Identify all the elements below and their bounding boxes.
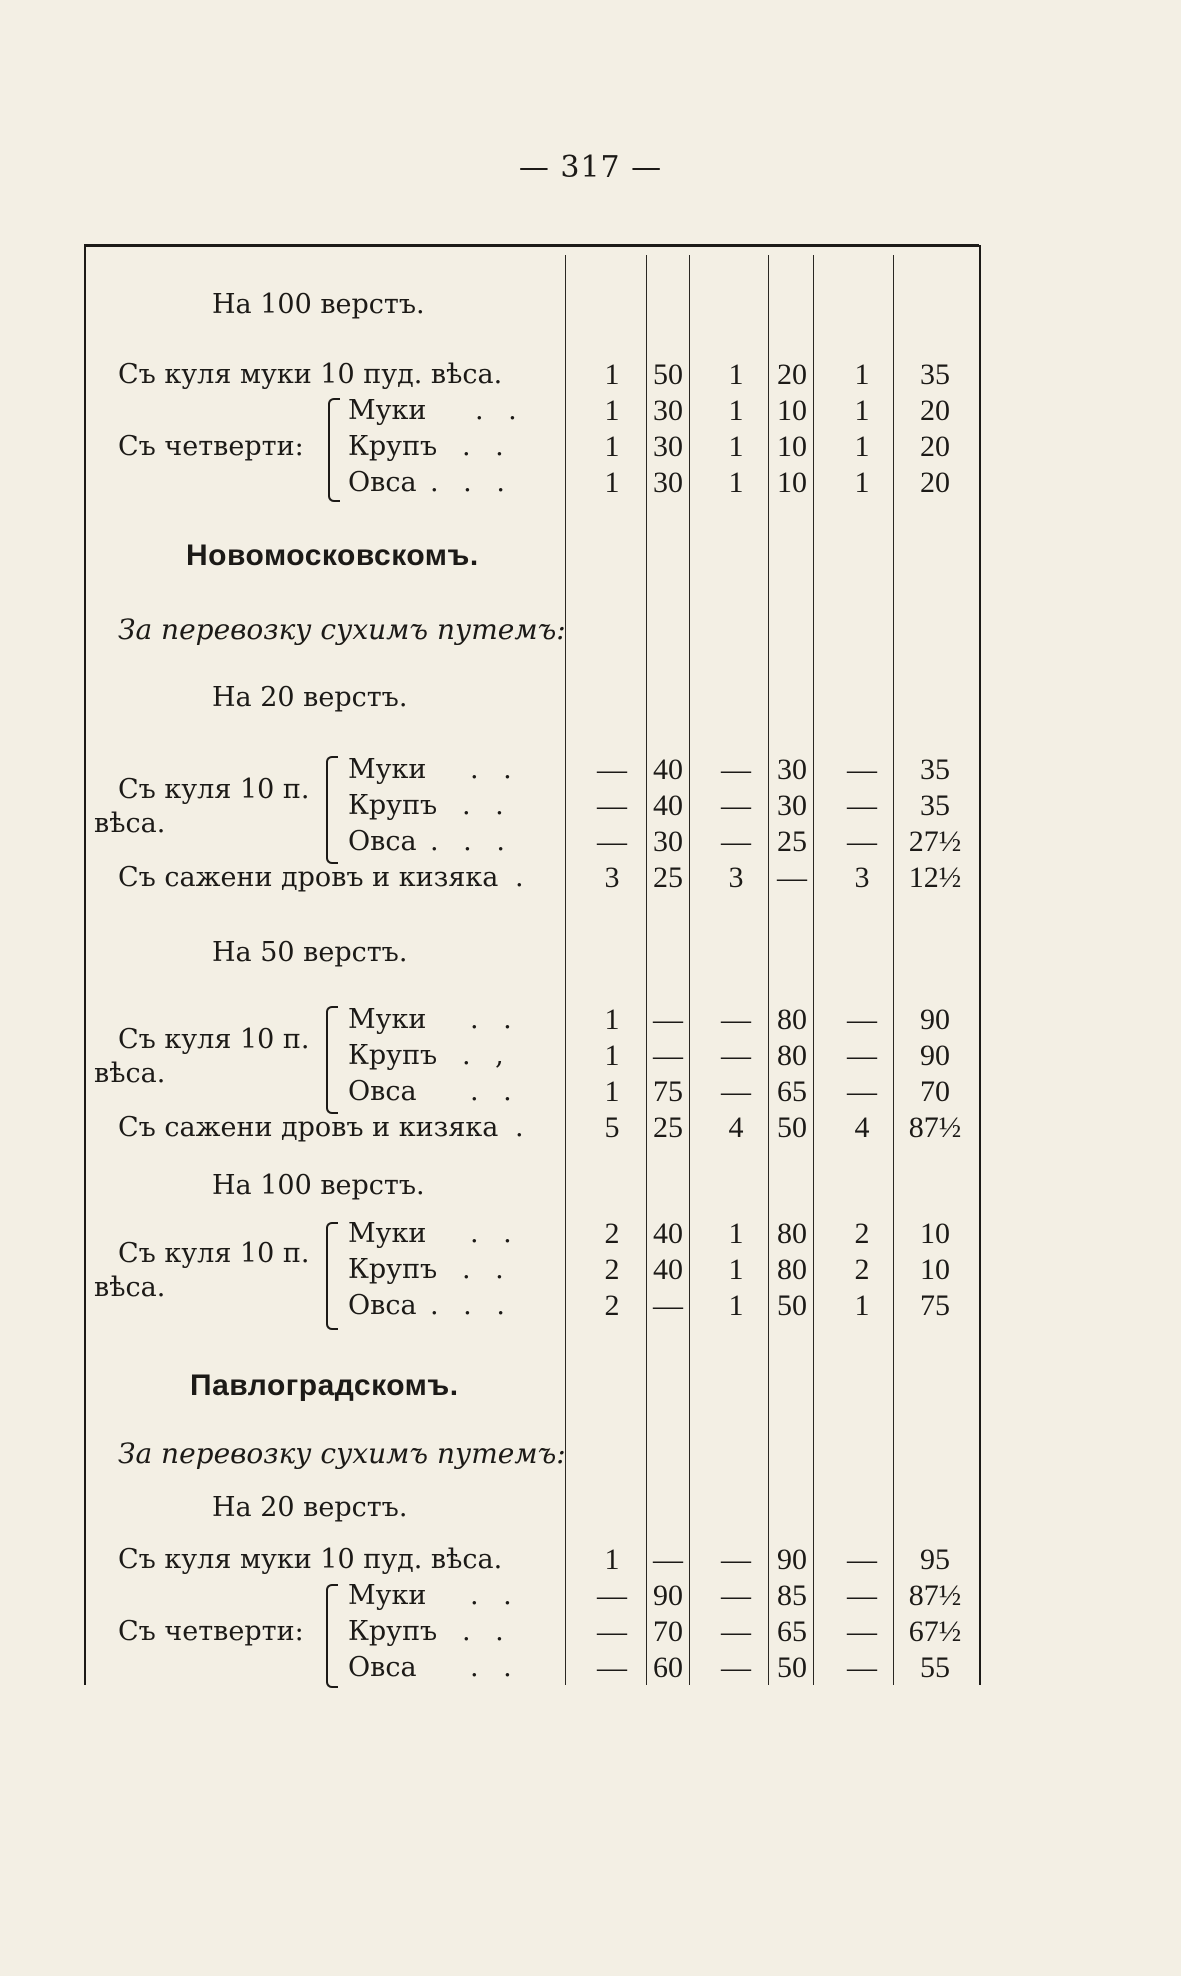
value-cell: — [721,753,751,786]
item-label: Крупъ [348,431,438,462]
table-row [0,1272,1181,1324]
leader-dots: . , [462,1040,512,1071]
leader-dots: . . [470,754,520,785]
item-label: Муки [348,395,427,426]
row-label: Съ куля муки 10 пуд. вѣса. [118,1544,503,1575]
value-cell: 1 [604,466,620,499]
value-cell: 40 [653,753,683,786]
value-cell: 87½ [908,1579,962,1612]
value-cell: 1 [728,358,744,391]
value-cell: 1 [604,1075,620,1108]
table-row [0,808,1181,860]
value-cell: — [653,1039,683,1072]
leader-dots: . . [462,1254,512,1285]
value-cell: — [653,1543,683,1576]
table-row [0,860,1181,896]
value-cell: 90 [920,1039,950,1072]
item-label: Муки [348,754,427,785]
value-cell: 1 [728,430,744,463]
value-cell: 1 [854,394,870,427]
value-cell: 1 [728,1253,744,1286]
value-cell: 1 [728,466,744,499]
leader-dots: . [515,1112,532,1143]
leader-dots: . . [475,395,525,426]
brace [328,398,340,502]
leader-dots: . . [470,1580,520,1611]
value-cell: 80 [777,1217,807,1250]
item-label: Овса [348,826,417,857]
value-cell: 30 [653,430,683,463]
leader-dots: . . . [430,826,513,857]
value-cell: 80 [777,1003,807,1036]
value-cell: — [777,861,807,894]
section-heading: На 20 верстъ. [212,1492,408,1523]
kul-label: вѣса. [94,808,166,839]
value-cell: 3 [604,861,620,894]
value-cell: 10 [920,1253,950,1286]
transport-mode: За перевозку сухимъ путемъ: [118,613,566,646]
kul-label: Съ куля 10 п. [118,774,310,805]
table-row [0,1578,1181,1614]
value-cell: — [847,1543,877,1576]
value-cell: 30 [777,753,807,786]
section-heading: На 100 верстъ. [212,1170,425,1201]
value-cell: — [847,1075,877,1108]
value-cell: 10 [777,466,807,499]
value-cell: — [597,825,627,858]
value-cell: 1 [604,1003,620,1036]
district-heading: Новомосковскомъ. [186,539,479,572]
value-cell: — [597,1579,627,1612]
leader-dots: . . [462,1616,512,1647]
value-cell: — [653,1003,683,1036]
value-cell: 30 [653,825,683,858]
value-cell: 75 [653,1075,683,1108]
value-cell: 1 [854,1289,870,1322]
item-label: Овса [348,1076,417,1107]
district-heading-row [0,538,1181,574]
table-row [0,393,1181,429]
leader-dots: . . [462,790,512,821]
value-cell: 35 [920,789,950,822]
item-label: Крупъ [348,1254,438,1285]
kul-label: Съ куля 10 п. [118,1024,310,1055]
leader-dots: . . [470,1076,520,1107]
value-cell: 20 [920,430,950,463]
value-cell: 2 [854,1217,870,1250]
item-label: Овса [348,1652,417,1683]
value-cell: — [597,789,627,822]
row-label: Съ сажени дровъ и кизяка [118,1112,499,1143]
table-row [0,1058,1181,1110]
value-cell: — [653,1289,683,1322]
value-cell: — [847,753,877,786]
brace [326,1222,338,1330]
brace [326,1006,338,1114]
value-cell: 65 [777,1615,807,1648]
value-cell: 55 [920,1651,950,1684]
value-cell: 25 [653,861,683,894]
item-label: Крупъ [348,1616,438,1647]
item-label: Муки [348,1218,427,1249]
table-row [0,1650,1181,1686]
value-cell: 1 [728,1289,744,1322]
value-cell: 95 [920,1543,950,1576]
value-cell: 20 [777,358,807,391]
kul-label: Съ куля 10 п. [118,1238,310,1269]
value-cell: 25 [653,1111,683,1144]
table-row [0,1542,1181,1578]
value-cell: 40 [653,789,683,822]
leader-dots: . . [470,1004,520,1035]
value-cell: 5 [604,1111,620,1144]
value-cell: 30 [653,394,683,427]
value-cell: — [721,1003,751,1036]
brace [326,756,338,864]
table-row [0,1238,1181,1288]
leader-dots: . . . [430,1290,513,1321]
value-cell: 90 [653,1579,683,1612]
table-row [0,357,1181,393]
row-label: Съ куля муки 10 пуд. вѣса. [118,359,503,390]
section-heading-row [0,1168,1181,1204]
subheading-row [0,1436,1181,1472]
item-label: Крупъ [348,1040,438,1071]
value-cell: 1 [604,394,620,427]
value-cell: — [847,1003,877,1036]
kul-label: вѣса. [94,1272,166,1303]
district-heading: Павлоградскомъ. [190,1369,459,1402]
value-cell: — [847,1039,877,1072]
value-cell: 1 [854,430,870,463]
value-cell: 2 [604,1253,620,1286]
value-cell: 20 [920,466,950,499]
subheading-row [0,612,1181,648]
value-cell: 1 [604,1039,620,1072]
value-cell: 1 [728,1217,744,1250]
leader-dots: . . . [430,467,513,498]
value-cell: 2 [604,1289,620,1322]
item-label: Муки [348,1004,427,1035]
brace [326,1584,338,1688]
value-cell: 80 [777,1039,807,1072]
section-heading: На 50 верстъ. [212,937,408,968]
value-cell: 50 [653,358,683,391]
value-cell: 50 [777,1651,807,1684]
value-cell: 40 [653,1217,683,1250]
value-cell: — [597,753,627,786]
item-label: Крупъ [348,790,438,821]
value-cell: 12½ [908,861,962,894]
value-cell: 85 [777,1579,807,1612]
value-cell: 67½ [908,1615,962,1648]
table-row [0,465,1181,501]
value-cell: — [721,1039,751,1072]
value-cell: 20 [920,394,950,427]
table-row [0,1110,1181,1146]
value-cell: 10 [777,394,807,427]
value-cell: 65 [777,1075,807,1108]
value-cell: 2 [854,1253,870,1286]
value-cell: 3 [728,861,744,894]
section-heading-row [0,287,1181,323]
section-heading-row [0,935,1181,971]
district-heading-row [0,1368,1181,1404]
value-cell: 1 [854,466,870,499]
value-cell: — [721,825,751,858]
value-cell: — [597,1651,627,1684]
value-cell: — [721,1615,751,1648]
value-cell: 60 [653,1651,683,1684]
table-row [0,1614,1181,1650]
value-cell: 30 [653,466,683,499]
value-cell: — [721,1075,751,1108]
value-cell: 80 [777,1253,807,1286]
value-cell: 27½ [908,825,962,858]
value-cell: 1 [854,358,870,391]
row-label: Съ сажени дровъ и кизяка [118,862,499,893]
value-cell: 4 [854,1111,870,1144]
section-heading-row [0,1490,1181,1526]
item-label: Овса [348,1290,417,1321]
value-cell: 1 [604,430,620,463]
value-cell: 3 [854,861,870,894]
section-heading-row [0,680,1181,716]
section-heading: На 100 верстъ. [212,289,425,320]
value-cell: — [721,1543,751,1576]
value-cell: 50 [777,1111,807,1144]
value-cell: 35 [920,358,950,391]
value-cell: 90 [920,1003,950,1036]
value-cell: 70 [920,1075,950,1108]
value-cell: 4 [728,1111,744,1144]
value-cell: — [847,1579,877,1612]
value-cell: — [721,789,751,822]
item-label: Овса [348,467,417,498]
value-cell: 40 [653,1253,683,1286]
table-row [0,1024,1181,1074]
value-cell: — [847,789,877,822]
value-cell: 30 [777,789,807,822]
value-cell: — [597,1615,627,1648]
page-number: — 317 — [518,150,663,185]
transport-mode: За перевозку сухимъ путемъ: [118,1437,566,1470]
value-cell: 25 [777,825,807,858]
value-cell: 90 [777,1543,807,1576]
value-cell: 1 [604,1543,620,1576]
item-label: Муки [348,1580,427,1611]
value-cell: 75 [920,1289,950,1322]
leader-dots: . . [462,431,512,462]
value-cell: 1 [604,358,620,391]
value-cell: — [847,1651,877,1684]
value-cell: — [721,1651,751,1684]
value-cell: — [847,1615,877,1648]
leader-dots: . . [470,1218,520,1249]
section-heading: На 20 верстъ. [212,682,408,713]
table-row [0,774,1181,824]
value-cell: — [847,825,877,858]
value-cell: — [721,1579,751,1612]
value-cell: 87½ [908,1111,962,1144]
value-cell: 35 [920,753,950,786]
group-label: Съ четверти: [118,431,304,462]
leader-dots: . . [470,1652,520,1683]
value-cell: 2 [604,1217,620,1250]
value-cell: 70 [653,1615,683,1648]
value-cell: 50 [777,1289,807,1322]
leader-dots: . [515,862,532,893]
kul-label: вѣса. [94,1058,166,1089]
group-label: Съ четверти: [118,1616,304,1647]
value-cell: 10 [777,430,807,463]
value-cell: 10 [920,1217,950,1250]
value-cell: 1 [728,394,744,427]
table-row [0,429,1181,465]
